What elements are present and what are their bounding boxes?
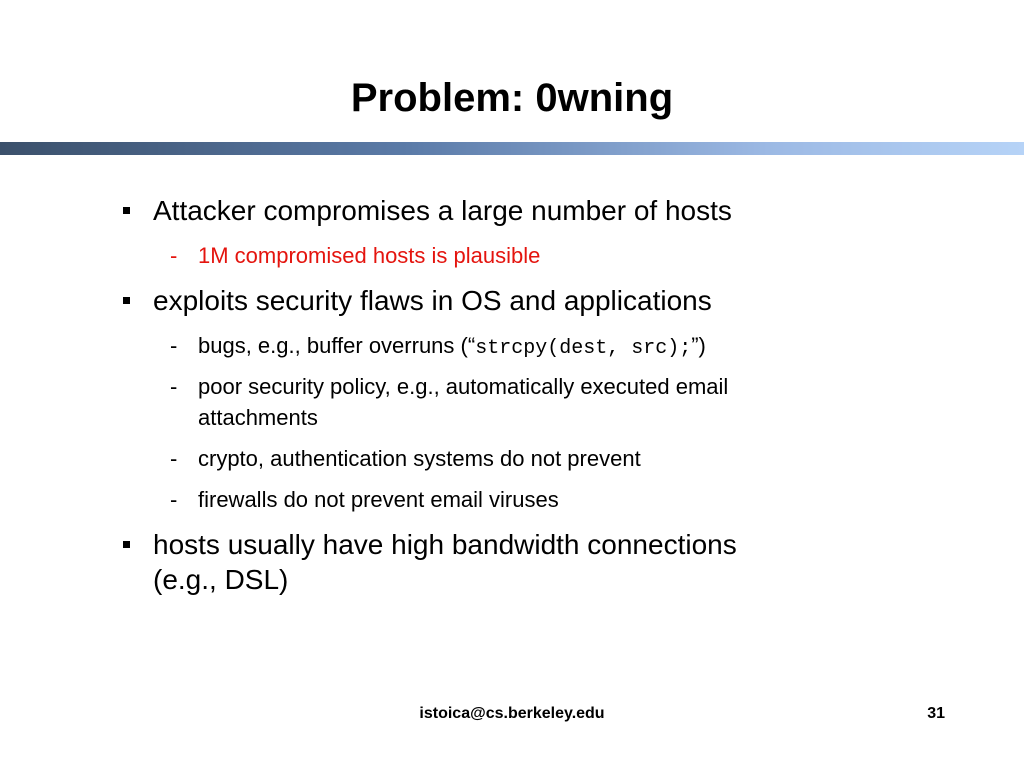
bullet-text: Attacker compromises a large number of hosts [153,195,732,226]
code-snippet: strcpy(dest, src); [475,337,692,360]
sub-bullet-text: 1M compromised hosts is plausible [198,243,541,268]
sub-bullet-text: crypto, authentication systems do not prevent [198,446,641,471]
dash-icon: - [170,243,178,268]
bullet-item [153,527,893,597]
square-bullet-icon [123,541,130,548]
slide-title: Problem: 0wning [350,76,674,120]
bullet-text-line-2: (e.g., DSL) [153,564,289,595]
dash-icon: - [170,333,178,358]
title-divider [0,142,1024,155]
sub-bullet-text: firewalls do not prevent email viruses [198,487,559,512]
footer-email: istoica@cs.berkeley.edu [419,705,605,722]
sub-bullet-item [170,240,898,271]
bullet-item [153,193,893,228]
dash-icon: - [170,487,178,512]
page-number: 31 [927,705,945,722]
sub-bullet-item [170,330,898,364]
dash-icon: - [170,374,178,399]
sub-bullet-text-line-1: poor security policy, e.g., automatically executed email [198,374,729,399]
bullet-text-line-1: hosts usually have high bandwidth connections [153,529,737,560]
bullet-item [153,283,893,318]
bullet-text: exploits security flaws in OS and applications [153,285,712,316]
sub-bullet-text-suffix: ”) [691,333,706,358]
sub-bullet-item [170,371,898,433]
dash-icon: - [170,446,178,471]
sub-bullet-text-line-2: attachments [198,405,318,430]
square-bullet-icon [123,207,130,214]
sub-bullet-item [170,443,898,474]
sub-bullet-item [170,484,898,515]
square-bullet-icon [123,297,130,304]
sub-bullet-text-prefix: bugs, e.g., buffer overruns (“ [198,333,476,358]
